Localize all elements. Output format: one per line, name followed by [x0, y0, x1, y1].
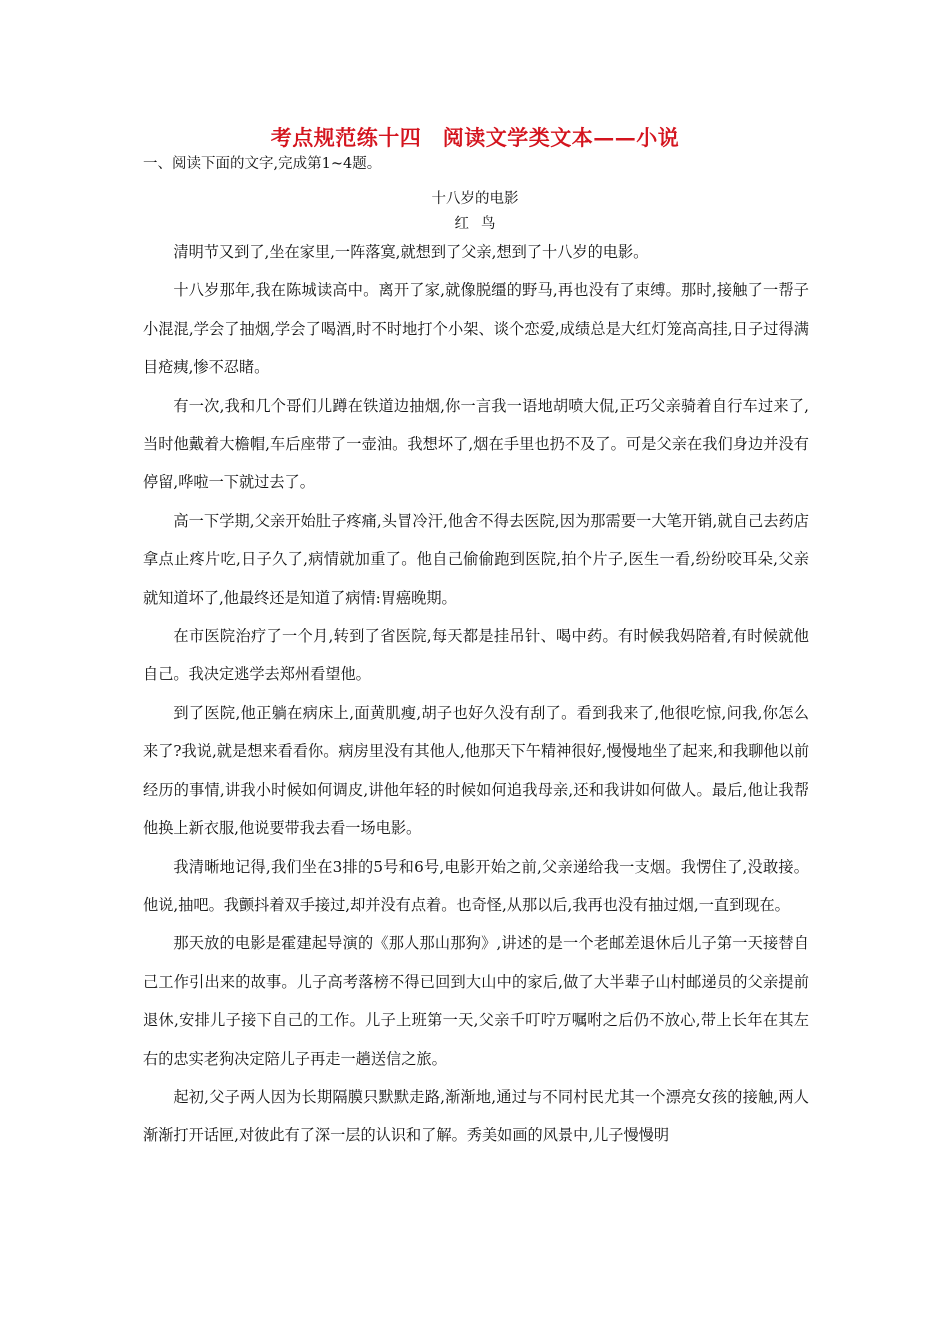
- story-paragraph: 有一次,我和几个哥们儿蹲在铁道边抽烟,你一言我一语地胡喷大侃,正巧父亲骑着自行车过来了,当时他戴着大檐帽,车后座带了一壶油。我想坏了,烟在手里也扔不及了。可是父亲在我们身边并没有停留,哗啦一下就过去了。: [143, 396, 809, 492]
- story-paragraph: 那天放的电影是霍建起导演的《那人那山那狗》,讲述的是一个老邮差退休后儿子第一天接替自己工作引出来的故事。儿子高考落榜不得已回到大山中的家后,做了大半辈子山村邮递员的父亲提前退休,安排儿子接下自己的工作。儿子上班第一天,父亲千叮咛万嘱咐之后仍不放心,带上长年在其左右的忠实老狗决定陪儿子再走一趟送信之旅。: [143, 934, 809, 1068]
- story-paragraph: 起初,父子两人因为长期隔膜只默默走路,渐渐地,通过与不同村民尤其一个漂亮女孩的接触,两人渐渐打开话匣,对彼此有了深一层的认识和了解。秀美如画的风景中,儿子慢慢明: [143, 1087, 809, 1145]
- page-title: 考点规范练十四 阅读文学类文本——小说: [270, 125, 680, 150]
- story-paragraph: 在市医院治疗了一个月,转到了省医院,每天都是挂吊针、喝中药。有时候我妈陪着,有时候就他自己。我决定逃学去郑州看望他。: [143, 627, 809, 684]
- story-author: 红鸟: [454, 216, 508, 232]
- story-body: [143, 233, 809, 1155]
- story-title: 十八岁的电影: [431, 191, 519, 207]
- story-paragraph: 我清晰地记得,我们坐在3排的5号和6号,电影开始之前,父亲递给我一支烟。我愣住了,没敢接。他说,抽吧。我颤抖着双手接过,却并没有点着。也奇怪,从那以后,我再也没有抽过烟,一直到现在。: [143, 857, 809, 914]
- question-instruction: 一、阅读下面的文字,完成第1~4题。: [143, 156, 382, 172]
- story-paragraph: 十八岁那年,我在陈城读高中。离开了家,就像脱缰的野马,再也没有了束缚。那时,接触了一帮子小混混,学会了抽烟,学会了喝酒,时不时地打个小架、谈个恋爱,成绩总是大红灯笼高高挂,日子过得满目疮痍,惨不忍睹。: [143, 281, 809, 377]
- story-paragraph: 清明节又到了,坐在家里,一阵落寞,就想到了父亲,想到了十八岁的电影。: [173, 243, 649, 261]
- story-paragraph: 到了医院,他正躺在病床上,面黄肌瘦,胡子也好久没有刮了。看到我来了,他很吃惊,问我,你怎么来了?我说,就是想来看看你。病房里没有其他人,他那天下午精神很好,慢慢地坐了起来,和我聊他以前经历的事情,讲我小时候如何调皮,讲他年轻的时候如何追我母亲,还和我讲如何做人。最后,他让我帮他换上新衣服,他说要带我去看一场电影。: [143, 703, 809, 838]
- story-paragraph: 高一下学期,父亲开始肚子疼痛,头冒冷汗,他舍不得去医院,因为那需要一大笔开销,就自己去药店拿点止疼片吃,日子久了,病情就加重了。他自己偷偷跑到医院,拍个片子,医生一看,纷纷咬耳朵,父亲就知道坏了,他最终还是知道了病情:胃癌晚期。: [143, 511, 809, 607]
